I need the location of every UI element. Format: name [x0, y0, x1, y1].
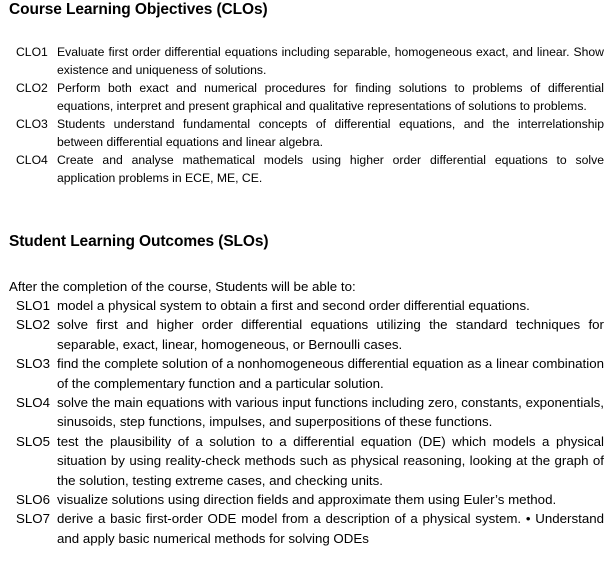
- slo-text: visualize solutions using direction fields and approximate them using Euler’s method.: [57, 492, 557, 508]
- clo-item-2: [16, 80, 604, 115]
- slo-text: find the complete solution of a nonhomogeneous differential equation as a linear combination of the complementary function and a particular solution.: [57, 356, 604, 391]
- clo-id: CLO2: [16, 81, 48, 95]
- slo-text: test the plausibility of a solution to a differential equation (DE) which models a physical situation by using reality-check methods such as physical reasoning, looking at the graph of the solution, testing extreme cases, and checking units.: [57, 433, 604, 488]
- slo-id: SLO2: [16, 317, 51, 333]
- slo-intro: After the completion of the course, Students will be able to:: [9, 279, 356, 294]
- clo-item-4: [16, 152, 604, 187]
- slo-text: solve first and higher order differential equations utilizing the standard techniques for separable, exact, linear, homogeneous, or Bernoulli cases.: [57, 317, 604, 352]
- slo-id: SLO7: [16, 511, 51, 527]
- clo-list: [16, 44, 604, 188]
- clo-item-3: [16, 116, 604, 151]
- slo-item-5: [16, 432, 604, 490]
- slo-list: [16, 296, 604, 548]
- slo-text: derive a basic first-order ODE model from a description of a physical system. • Understand and apply basic numerical methods for solving ODEs: [57, 511, 604, 546]
- clo-id: CLO4: [16, 153, 48, 167]
- clo-text: Perform both exact and numerical procedures for finding solutions to problems of differential equations, interpret and present graphical and qualitative representations of solutions to problems.: [57, 81, 604, 113]
- slo-id: SLO3: [16, 356, 51, 372]
- clo-heading: Course Learning Objectives (CLOs): [9, 1, 268, 18]
- clo-text: Create and analyse mathematical models using higher order differential equations to solve application problems in ECE, ME, CE.: [57, 153, 604, 185]
- clo-item-1: [16, 44, 604, 79]
- slo-item-7: [16, 509, 604, 548]
- slo-item-1: [16, 296, 604, 315]
- slo-item-3: [16, 354, 604, 393]
- clo-text: Evaluate first order differential equations including separable, homogeneous exact, and linear. Show existence and uniqueness of solutions.: [57, 45, 604, 77]
- slo-text: solve the main equations with various input functions including zero, constants, exponentials, sinusoids, step functions, impulses, and superpositions of these functions.: [57, 395, 604, 430]
- clo-id: CLO3: [16, 117, 48, 131]
- slo-text: model a physical system to obtain a first and second order differential equations.: [57, 298, 530, 313]
- clo-text: Students understand fundamental concepts of differential equations, and the interrelationship between differential equations and linear algebra.: [57, 117, 604, 149]
- slo-id: SLO6: [16, 492, 51, 508]
- slo-id: SLO4: [16, 395, 51, 411]
- slo-heading: Student Learning Outcomes (SLOs): [9, 233, 269, 250]
- clo-id: CLO1: [16, 45, 48, 59]
- slo-item-6: [16, 490, 604, 509]
- slo-id: SLO1: [16, 298, 51, 313]
- slo-id: SLO5: [16, 433, 51, 449]
- slo-item-4: [16, 393, 604, 432]
- slo-item-2: [16, 315, 604, 354]
